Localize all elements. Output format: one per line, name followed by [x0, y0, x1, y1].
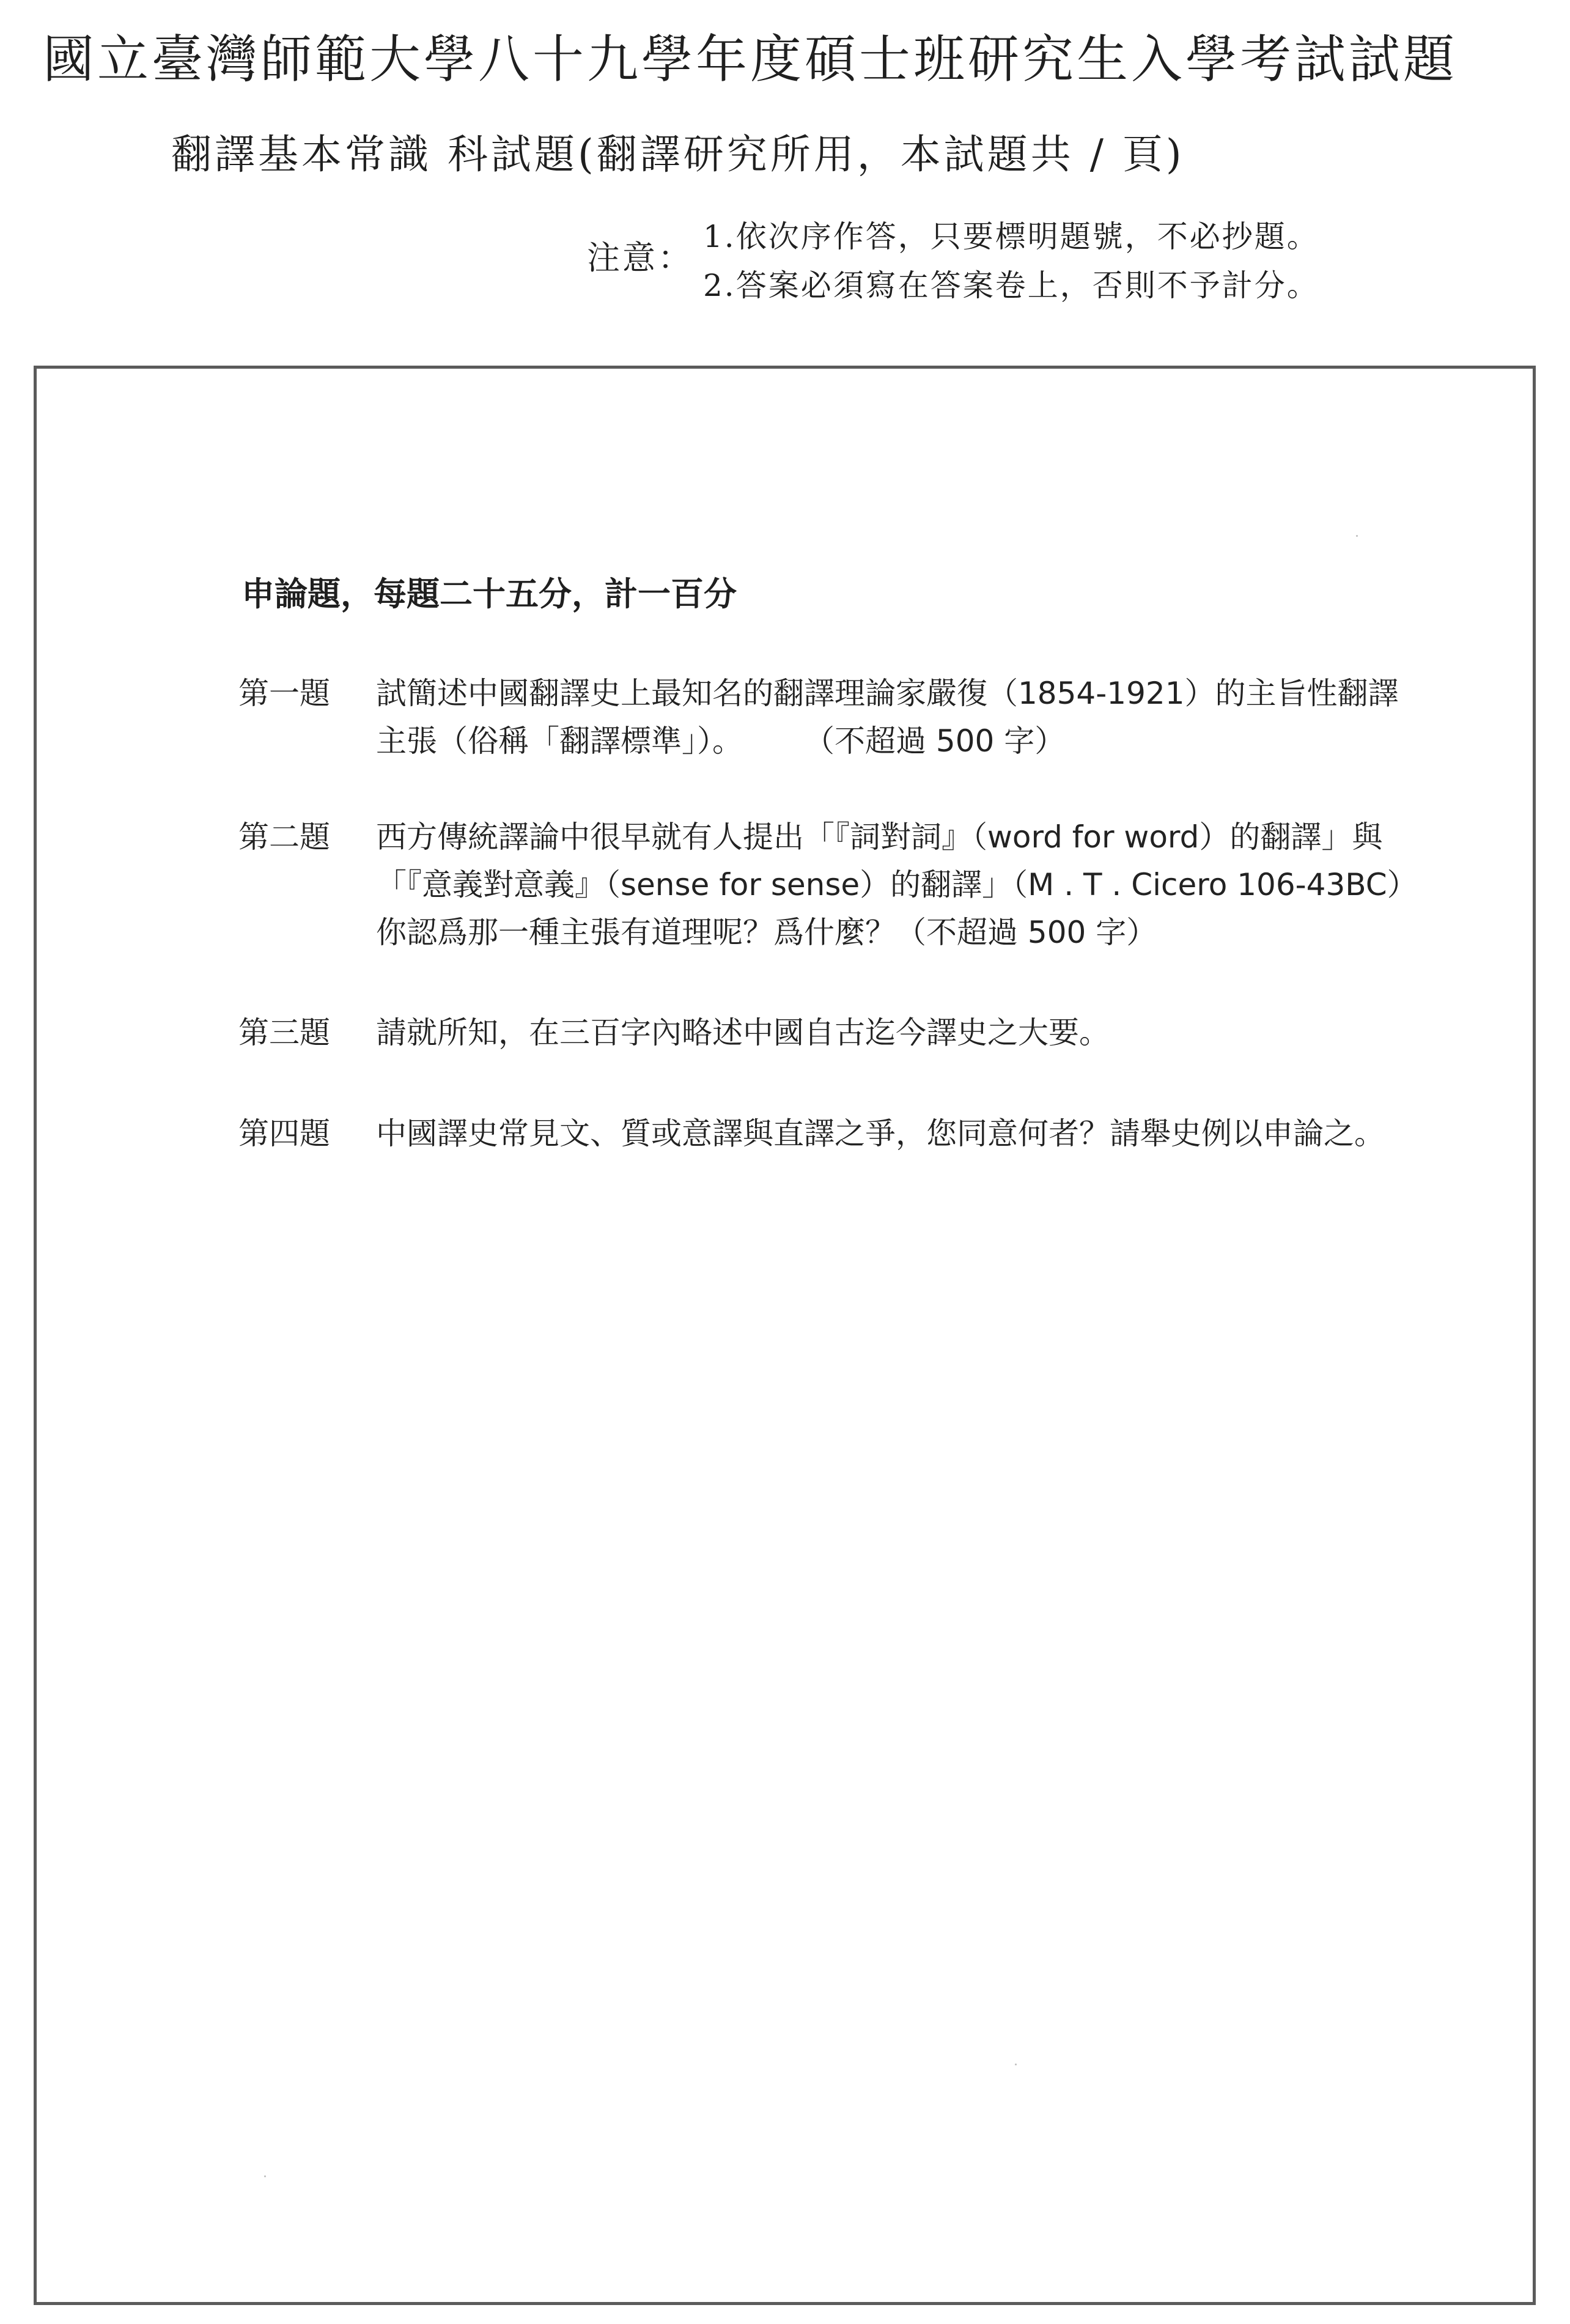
question-text: 試簡述中國翻譯史上最知名的翻譯理論家嚴復（1854-1921）的主旨性翻譯主張（俗稱「翻譯標準」）。 （不超過 500 字）: [376, 676, 1399, 759]
exam-title: 國立臺灣師範大學八十九學年度碩士班研究生入學考試試題: [43, 29, 1458, 89]
section-title: 申論題，每題二十五分，計一百分: [241, 575, 737, 613]
question-number: 第一題: [238, 676, 330, 711]
exam-header: [0, 0, 1570, 367]
scan-dot: [1015, 2064, 1017, 2065]
scan-dot: [264, 2175, 266, 2177]
notice-item-1: 1.依次序作答，只要標明題號，不必抄題。: [703, 219, 1319, 254]
question-number: 第四題: [238, 1116, 330, 1151]
scan-dot: [1356, 535, 1358, 537]
exam-content-box: [34, 366, 1536, 2305]
question-text: 請就所知，在三百字內略述中國自古迄今譯史之大要。: [376, 1015, 1110, 1050]
question-text: 中國譯史常見文、質或意譯與直譯之爭，您同意何者？請舉史例以申論之。: [376, 1116, 1385, 1151]
question-item: [238, 813, 1424, 960]
question-text: 西方傳統譯論中很早就有人提出「『詞對詞』（word for word）的翻譯」與「『意義對意義』（sense for sense）的翻譯」（M . T . Cicero 106-43BC）你認爲那一種主張有道理呢？爲什麼？（不超過 500 字）: [376, 819, 1418, 950]
question-number: 第三題: [238, 1015, 330, 1050]
question-number: 第二題: [238, 819, 330, 855]
question-item: [238, 670, 1424, 767]
exam-subtitle: 翻譯基本常識 科試題(翻譯研究所用，本試題共 / 頁): [171, 131, 1185, 178]
question-item: [238, 1110, 1424, 1208]
notice-label: 注意：: [587, 238, 693, 277]
notice-item-2: 2.答案必須寫在答案卷上，否則不予計分。: [703, 268, 1319, 303]
question-item: [238, 1009, 1424, 1058]
